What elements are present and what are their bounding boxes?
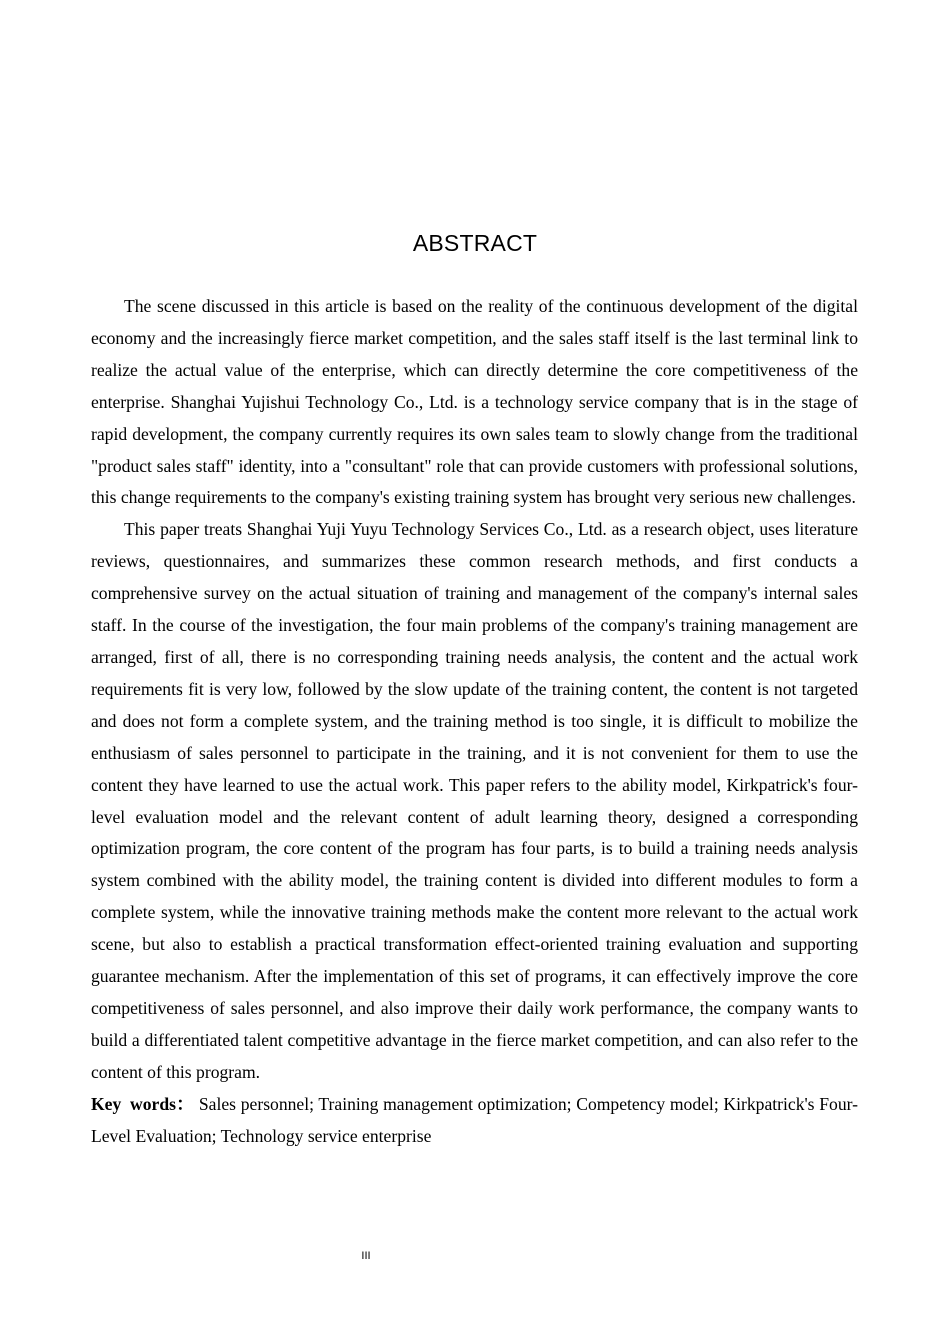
abstract-paragraph-1: The scene discussed in this article is based on the reality of the continuous development of the digital economy and the increasingly fierce market competition, and the sales staff itself is the last terminal link to realize the actual value of the enterprise, which can directly determine the core competitiveness of the enterprise. Shanghai Yujishui Technology Co., Ltd. is a technology service company that is in the stage of rapid development, the company currently requires its own sales team to slowly change from the traditional "product sales staff" identity, into a "consultant" role that can provide customers with professional solutions, this change requirements to the company's existing training system has brought very serious new challenges. (91, 296, 858, 508)
keywords-line (91, 1089, 858, 1153)
abstract-title: ABSTRACT (412, 230, 538, 256)
keywords-text: Sales personnel; Training management optimization; Competency model; Kirkpatrick's Four-Level Evaluation; Technology service enterprise (91, 1093, 858, 1146)
keywords-label: Key words： (91, 1093, 195, 1114)
page-number: III (361, 1250, 371, 1262)
abstract-paragraph-2: This paper treats Shanghai Yuji Yuyu Technology Services Co., Ltd. as a research object, uses literature reviews, questionnaires, and summarizes these common research methods, and first conducts a comprehensive survey on the actual situation of training and management of the company's internal sales staff. In the course of the investigation, the four main problems of the company's training management are arranged, first of all, there is no corresponding training needs analysis, the content and the actual work requirements fit is very low, followed by the slow update of the training content, the content is not targeted and does not form a complete system, and the training method is too single, it is difficult to mobilize the enthusiasm of sales personnel to participate in the training, and it is not convenient for them to use the content they have learned to use the actual work. This paper refers to the ability model, Kirkpatrick's four-level evaluation model and the relevant content of adult learning theory, designed a corresponding optimization program, the core content of the program has four parts, is to build a training needs analysis system combined with the ability model, the training content is divided into different modules to form a complete system, while the innovative training methods make the content more relevant to the actual work scene, but also to establish a practical transformation effect-oriented training evaluation and supporting guarantee mechanism. After the implementation of this set of programs, it can effectively improve the core competitiveness of sales personnel, and also improve their daily work performance, the company wants to build a differentiated talent competitive advantage in the fierce market competition, and can also refer to the content of this program. (91, 519, 858, 1082)
abstract-body (91, 291, 858, 1152)
